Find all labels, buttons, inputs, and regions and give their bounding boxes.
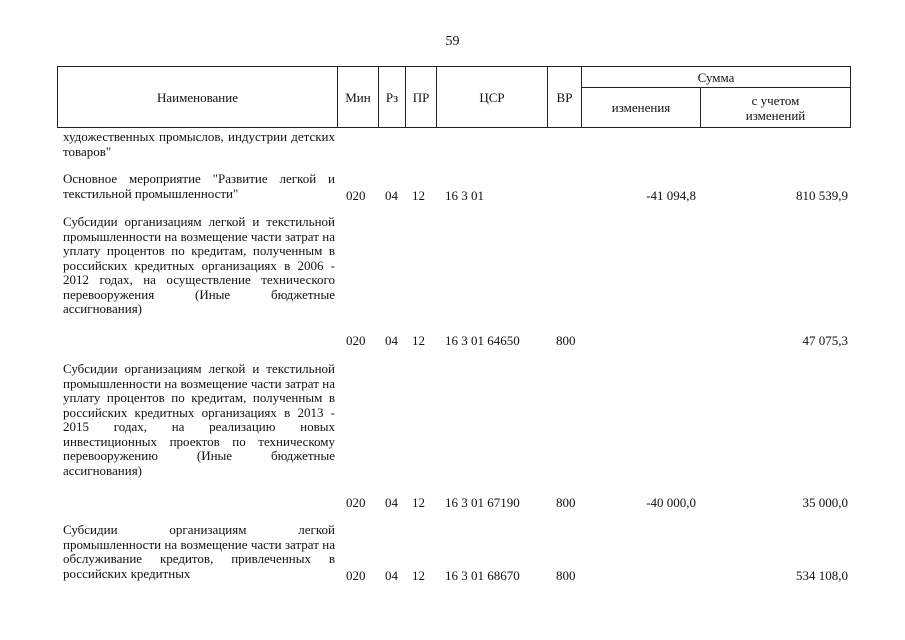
row-pr: 12 (412, 495, 425, 510)
row-rz: 04 (385, 188, 398, 203)
row-pr: 12 (412, 333, 425, 348)
row-name: Субсидии организациям легкой промышленности на возмещение части затрат на обслуживание кредитов, привлеченных в российских кредитных (63, 522, 335, 581)
row-csr: 16 3 01 67190 (445, 495, 520, 510)
row-min: 020 (346, 333, 366, 348)
row-rz: 04 (385, 568, 398, 583)
row-vr: 800 (556, 495, 576, 510)
header-pr: ПР (405, 66, 437, 128)
row-csr: 16 3 01 64650 (445, 333, 520, 348)
row-change: -41 094,8 (646, 188, 696, 203)
header-with-change: с учетом изменений (700, 87, 851, 128)
row-rz: 04 (385, 333, 398, 348)
row-pr: 12 (412, 568, 425, 583)
row-min: 020 (346, 188, 366, 203)
row-min: 020 (346, 568, 366, 583)
row-name: Основное мероприятие "Развитие легкой и текстильной промышленности" (63, 171, 335, 201)
row-vr: 800 (556, 333, 576, 348)
row-total: 47 075,3 (802, 333, 848, 348)
row-name: Субсидии организациям легкой и текстильной промышленности на возмещение части затрат на уплату процентов по кредитам, полученным в российских кредитных организациях в 2006 - 2012 годах, на осуществление технического перевооружения (Иные бюджетные ассигнования) (63, 214, 335, 316)
row-total: 35 000,0 (802, 495, 848, 510)
header-vr: ВР (547, 66, 582, 128)
page-number: 59 (445, 34, 460, 49)
header-sum: Сумма (581, 66, 851, 88)
row-name: Субсидии организациям легкой и текстильной промышленности на возмещение части затрат на уплату процентов по кредитам, полученным в российских кредитных организациях в 2013 - 2015 годах, на реализацию новых инвестиционных проектов по техническому перевооружению (Иные бюджетные ассигнования) (63, 361, 335, 478)
row-csr: 16 3 01 (445, 188, 484, 203)
header-rz: Рз (378, 66, 406, 128)
header-change: изменения (581, 87, 701, 128)
row-csr: 16 3 01 68670 (445, 568, 520, 583)
header-min: Мин (337, 66, 379, 128)
row-pr: 12 (412, 188, 425, 203)
row-min: 020 (346, 495, 366, 510)
header-name: Наименование (57, 66, 338, 128)
row-total: 534 108,0 (796, 568, 848, 583)
row-total: 810 539,9 (796, 188, 848, 203)
row-change: -40 000,0 (646, 495, 696, 510)
row-rz: 04 (385, 495, 398, 510)
row-vr: 800 (556, 568, 576, 583)
header-csr: ЦСР (436, 66, 548, 128)
row-name: художественных промыслов, индустрии детских товаров" (63, 129, 335, 159)
